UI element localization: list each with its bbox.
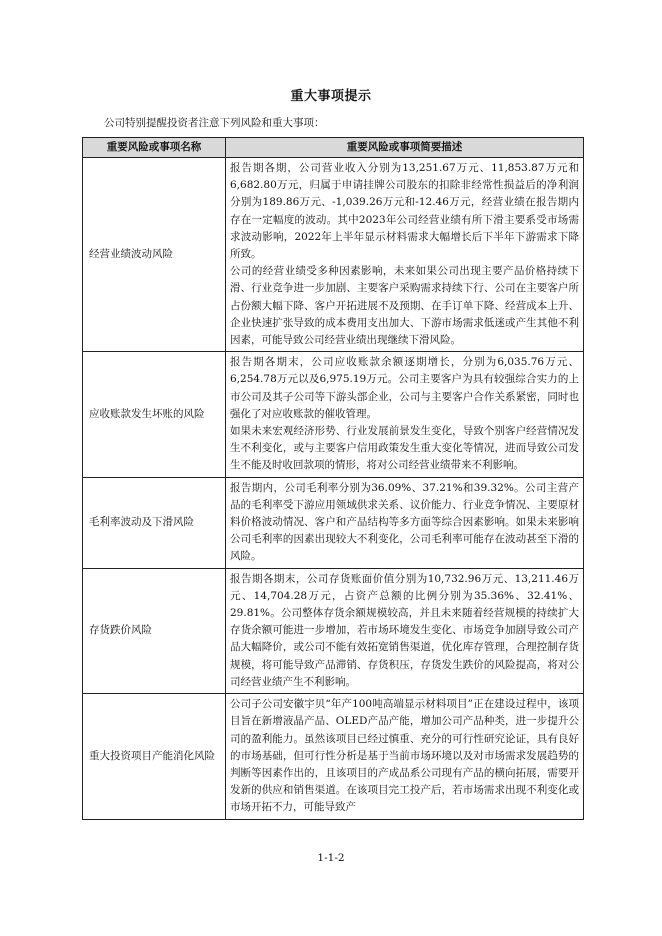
risk-description-cell xyxy=(226,352,584,477)
risk-name-cell: 重大投资项目产能消化风险 xyxy=(83,694,226,819)
table-row xyxy=(83,568,584,693)
risk-description-cell xyxy=(226,477,584,568)
header-risk-description: 重要风险或事项简要描述 xyxy=(226,138,584,158)
description-paragraph: 报告期各期末，公司应收账款余额逐期增长，分别为6,035.76万元、6,254.78万元以及6,975.19万元。公司主要客户为具有较强综合实力的上市公司及其子公司等下游头部企业，公司与主要客户合作关系紧密，同时也强化了对应收账款的催收管理。 xyxy=(230,356,579,420)
description-paragraph: 如果未来宏观经济形势、行业发展前景发生变化，导致个别客户经营情况发生不利变化，或与主要客户信用政策发生重大变化等情况，进而导致公司发生不能及时收回款项的情形，将对公司经营业绩带来不利影响。 xyxy=(230,425,579,472)
risk-name-cell: 经营业绩波动风险 xyxy=(83,158,226,352)
intro-text: 公司特别提醒投资者注意下列风险和重大事项： xyxy=(104,117,325,129)
table-row xyxy=(83,477,584,568)
description-paragraph: 公司的经营业绩受多种因素影响，未来如果公司出现主要产品价格持续下滑、行业竞争进一步加剧、主要客户采购需求持续下行、公司在主要客户所占份额大幅下降、客户开拓进展不及预期、在手订单下降、经营成本上升、企业快速扩张导致的成本费用支出加大、下游市场需求低迷或产生其他不利因素，可能导致公司经营业绩出现继续下滑风险。 xyxy=(230,265,579,347)
description-paragraph: 报告期各期末，公司存货账面价值分别为10,732.96万元、13,211.46万元、14,704.28万元，占资产总额的比例分别为35.36%、32.41%、29.81%。公司整体存货余额规模较高，并且未来随着经营规模的持续扩大存货余额可能进一步增加，若市场环境发生变化、市场竞争加剧导致公司产品大幅降价，或公司不能有效拓宽销售渠道，优化库存管理，合理控制存货规模，将可能导致产品滞销、存货积压，存货发生跌价的风险提高，将对公司经营业绩产生不利影响。 xyxy=(230,572,579,688)
description-paragraph: 公司子公司安徽宇贝“年产100吨高端显示材料项目”正在建设过程中，该项目旨在新增液晶产品、OLED产品产能，增加公司产品种类，进一步提升公司的盈利能力。虽然该项目已经过慎重、充分的可行性研究论证，具有良好的市场基础，但可行性分析是基于当前市场环境以及对市场需求发展趋势的判断等因素作出的，且该项目的产成品系公司现有产品的横向拓展，需要开发新的供应和销售渠道。在该项目完工投产后，若市场需求出现不利变化或市场开拓不力，可能导致产 xyxy=(230,698,579,814)
table-header-row xyxy=(83,138,584,158)
header-risk-name: 重要风险或事项名称 xyxy=(83,138,226,158)
description-paragraph: 报告期各期，公司营业收入分别为13,251.67万元、11,853.87万元和6,682.80万元，归属于申请挂牌公司股东的扣除非经常性损益后的净利润分别为189.86万元、-1,039.26万元和-12.46万元，经营业绩在报告期内存在一定幅度的波动。其中2023年公司经营业绩有所下滑主要系受市场需求波动影响，2022年上半年显示材料需求大幅增长后下半年下游需求下降所致。 xyxy=(230,162,579,261)
risk-description-cell xyxy=(226,158,584,352)
risk-name-cell: 毛利率波动及下滑风险 xyxy=(83,477,226,568)
risk-name-cell: 应收账款发生坏账的风险 xyxy=(83,352,226,477)
table-row xyxy=(83,352,584,477)
page-number: 1-1-2 xyxy=(317,852,345,864)
risk-description-cell xyxy=(226,694,584,819)
description-paragraph: 报告期内，公司毛利率分别为36.09%、37.21%和39.32%。公司主营产品的毛利率受下游应用领域供求关系、议价能力、行业竞争情况、主要原材料价格波动情况、客户和产品结构等多方面等综合因素影响。如果未来影响公司毛利率的因素出现较大不利变化，公司毛利率可能存在波动甚至下滑的风险。 xyxy=(230,481,579,563)
risk-table xyxy=(82,137,584,820)
table-row xyxy=(83,158,584,352)
risk-name-cell: 存货跌价风险 xyxy=(83,568,226,693)
page-title: 重大事项提示 xyxy=(290,89,372,104)
table-row xyxy=(83,694,584,819)
risk-description-cell xyxy=(226,568,584,693)
